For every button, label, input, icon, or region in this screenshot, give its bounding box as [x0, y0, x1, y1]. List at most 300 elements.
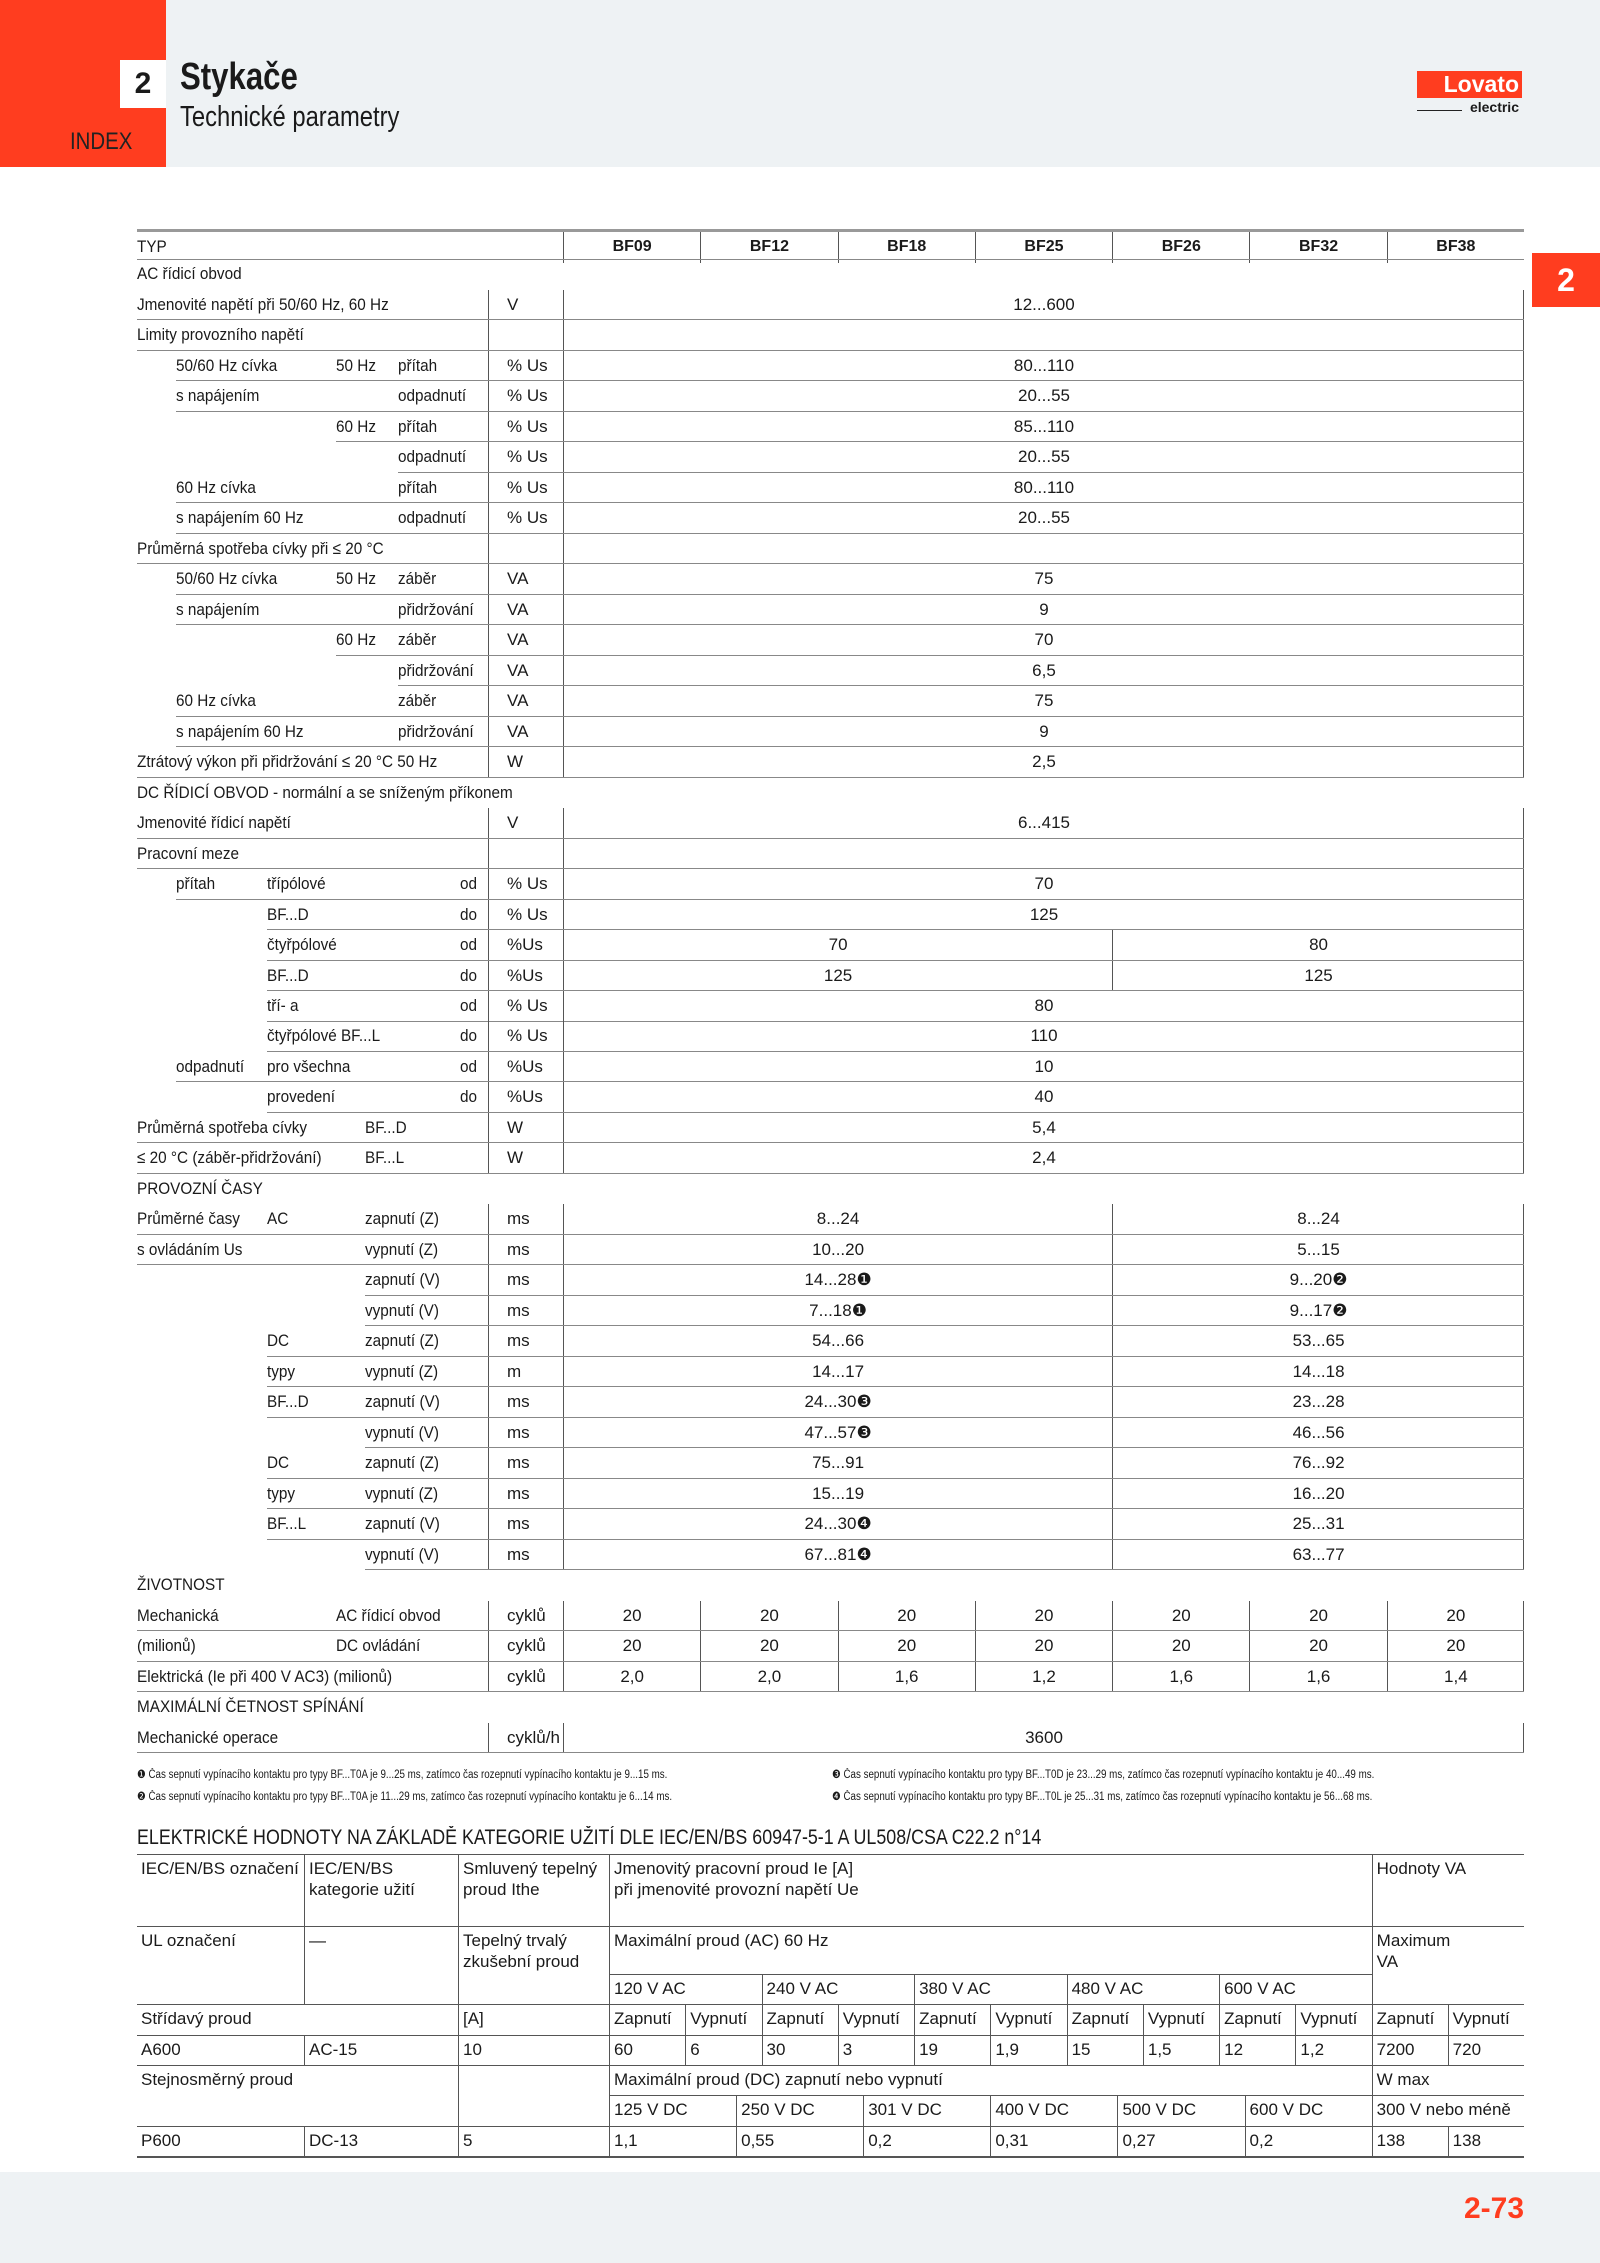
value-cell: 23...28 — [1112, 1387, 1524, 1418]
table-row — [137, 839, 1524, 870]
value-cell: 80...110 — [563, 351, 1524, 382]
header-va: Hodnoty VA — [1372, 1855, 1524, 1927]
table-row — [137, 1235, 1524, 1266]
value-cell: 20 — [1112, 1631, 1249, 1662]
chapter-number: 2 — [120, 60, 166, 108]
make-header: Zapnutí — [1067, 2005, 1143, 2036]
row-sub: BF...D — [267, 965, 309, 985]
unit-cell: cyklů — [507, 1605, 546, 1625]
table-row — [137, 1509, 1524, 1540]
value-cell: 25...31 — [1112, 1509, 1524, 1540]
unit-cell: W — [507, 1117, 524, 1137]
value-cell: 14...18 — [1112, 1357, 1524, 1388]
row-group: odpadnutí — [176, 1056, 245, 1076]
p600-value: 0,2 — [1245, 2127, 1372, 2157]
row-label: Limity provozního napětí — [137, 325, 304, 345]
unit-cell: ms — [507, 1270, 530, 1290]
row-mode: záběr — [398, 630, 437, 650]
table-row — [137, 961, 1524, 992]
section-row — [137, 778, 1524, 809]
unit-cell: % Us — [507, 996, 548, 1015]
ul-designation: UL označení — [137, 1927, 304, 2005]
value-cell: 9 — [563, 595, 1524, 626]
row-label: Průměrné časy — [137, 1209, 240, 1229]
row-group: s napájením — [176, 386, 260, 406]
header-category: IEC/EN/BS kategorie užití — [304, 1855, 458, 1927]
row-label: AC řídicí obvod — [137, 264, 242, 284]
row-sub: čtyřpólové — [267, 935, 337, 955]
model-header-bf26: BF26 — [1112, 232, 1249, 263]
row-mode2: vypnutí (V) — [365, 1422, 439, 1442]
unit-cell: ms — [507, 1300, 530, 1320]
row-sub: pro všechna — [267, 1056, 351, 1076]
row-freq: 50 Hz — [336, 355, 376, 375]
table-row — [137, 320, 1524, 351]
value-cell: 20 — [1112, 1601, 1249, 1632]
p600-value: 0,27 — [1117, 2127, 1244, 2157]
row-label: Ztrátový výkon při přidržování ≤ 20 °C 50 Hz — [137, 752, 438, 772]
value-cell: 2,4 — [563, 1143, 1524, 1174]
table-row — [137, 930, 1524, 961]
row-range: do — [460, 965, 478, 985]
value-cell: 40 — [563, 1082, 1524, 1113]
row-sub: BF...D — [267, 904, 309, 924]
table-row — [137, 1479, 1524, 1510]
electrical-ratings-title: ELEKTRICKÉ HODNOTY NA ZÁKLADĚ KATEGORIE UŽITÍ DLE IEC/EN/BS 60947-5-1 A UL508/CSA C22.2 n°14 — [137, 1826, 1042, 1849]
a600-category: AC-15 — [304, 2036, 458, 2066]
row-freq: AC řídicí obvod — [336, 1605, 441, 1625]
table-row — [137, 900, 1524, 931]
table-header-row — [137, 229, 1524, 260]
unit-cell: %Us — [507, 965, 543, 985]
row-mode: záběr — [398, 569, 437, 589]
row-mode: záběr — [398, 691, 437, 711]
value-cell: 3600 — [563, 1723, 1524, 1754]
section-row — [137, 1692, 1524, 1723]
ac-unit: [A] — [458, 2005, 609, 2036]
a600-value: 12 — [1219, 2036, 1295, 2066]
unit-cell: VA — [507, 569, 529, 589]
table-row — [137, 1021, 1524, 1052]
w-max: W max — [1372, 2066, 1524, 2096]
unit-cell: W — [507, 1148, 524, 1168]
row-range: od — [460, 1056, 478, 1076]
break-header: Vypnutí — [990, 2005, 1066, 2036]
table-row — [137, 595, 1524, 626]
p600-name: P600 — [137, 2127, 304, 2157]
header-iec: IEC/EN/BS označení — [137, 1855, 304, 1927]
value-cell: 54...66 — [563, 1326, 1112, 1357]
table-row — [137, 1204, 1524, 1235]
unit-cell: VA — [507, 599, 529, 619]
row-mode2: vypnutí (Z) — [365, 1361, 439, 1381]
table-row — [137, 534, 1524, 565]
value-cell — [563, 839, 1524, 870]
value-cell: 9...17❷ — [1112, 1296, 1524, 1327]
row-sub: BF...L — [267, 1514, 307, 1534]
unit-cell: ms — [507, 1422, 530, 1442]
table-row — [137, 686, 1524, 717]
model-header-bf38: BF38 — [1387, 232, 1524, 263]
row-mode2: zapnutí (Z) — [365, 1453, 439, 1473]
dc-w-limit: 300 V nebo méně — [1372, 2096, 1524, 2127]
make-header: Zapnutí — [762, 2005, 838, 2036]
make-header: Zapnutí — [914, 2005, 990, 2036]
value-cell: 8...24 — [563, 1204, 1112, 1235]
table-row — [137, 564, 1524, 595]
p600-value: 0,2 — [863, 2127, 990, 2157]
row-group: s napájením 60 Hz — [176, 721, 304, 741]
row-label: Průměrná spotřeba cívky při ≤ 20 °C — [137, 538, 384, 558]
section-row — [137, 259, 1524, 290]
a600-value: 6 — [685, 2036, 761, 2066]
row-sub: provedení — [267, 1087, 336, 1107]
value-cell: 10...20 — [563, 1235, 1112, 1266]
table-row — [137, 625, 1524, 656]
value-cell: 63...77 — [1112, 1540, 1524, 1571]
table-row — [137, 1052, 1524, 1083]
break-header: Vypnutí — [1143, 2005, 1219, 2036]
row-sub: AC — [267, 1209, 289, 1229]
value-cell: 80 — [1112, 930, 1524, 961]
unit-cell: % Us — [507, 386, 548, 406]
unit-cell: ms — [507, 1331, 530, 1351]
row-range: od — [460, 874, 478, 894]
unit-cell: VA — [507, 721, 529, 741]
value-cell: 76...92 — [1112, 1448, 1524, 1479]
row-label: s ovládáním Us — [137, 1239, 243, 1259]
row-mode: přítah — [398, 477, 438, 497]
row-sub: DC — [267, 1453, 290, 1473]
value-cell: 1,2 — [975, 1662, 1112, 1693]
ul-ithe: Tepelný trvalý zkušební proud — [458, 1927, 609, 2005]
value-cell: 7...18❶ — [563, 1296, 1112, 1327]
value-cell: 85...110 — [563, 412, 1524, 443]
p600-value: 138 — [1372, 2127, 1448, 2157]
value-cell: 20 — [975, 1601, 1112, 1632]
table-row — [137, 747, 1524, 778]
value-cell: 125 — [563, 961, 1112, 992]
row-freq: 50 Hz — [336, 569, 376, 589]
row-mode2: zapnutí (Z) — [365, 1331, 439, 1351]
table-row — [137, 1631, 1524, 1662]
value-cell: 12...600 — [563, 290, 1524, 321]
a600-value: 30 — [762, 2036, 838, 2066]
value-cell: 20...55 — [563, 503, 1524, 534]
a600-value: 720 — [1448, 2036, 1524, 2066]
value-cell: 80...110 — [563, 473, 1524, 504]
break-header: Vypnutí — [838, 2005, 914, 2036]
row-mode: přidržování — [398, 599, 474, 619]
row-range: do — [460, 904, 478, 924]
value-cell: 20...55 — [563, 442, 1524, 473]
row-group: s napájením 60 Hz — [176, 508, 304, 528]
index-link[interactable]: INDEX — [70, 128, 133, 155]
unit-cell: V — [507, 813, 519, 833]
row-mode2: zapnutí (V) — [365, 1514, 440, 1534]
value-cell: 20 — [975, 1631, 1112, 1662]
value-cell: 80 — [563, 991, 1524, 1022]
value-cell: 20 — [1249, 1631, 1386, 1662]
table-row — [137, 1601, 1524, 1632]
row-group: s napájením — [176, 599, 260, 619]
section-row — [137, 1570, 1524, 1601]
make-header: Zapnutí — [609, 2005, 685, 2036]
row-group: 50/60 Hz cívka — [176, 355, 278, 375]
dc-label: Stejnosměrný proud — [137, 2066, 458, 2127]
row-sub: typy — [267, 1483, 296, 1503]
unit-cell: % Us — [507, 904, 548, 924]
value-cell: 14...17 — [563, 1357, 1112, 1388]
row-label: PROVOZNÍ ČASY — [137, 1178, 263, 1198]
a600-value: 60 — [609, 2036, 685, 2066]
row-mode: přidržování — [398, 660, 474, 680]
value-cell: 20...55 — [563, 381, 1524, 412]
unit-cell: %Us — [507, 1056, 543, 1076]
make-header: Zapnutí — [1219, 2005, 1295, 2036]
row-freq: 60 Hz — [336, 630, 376, 650]
row-mode2: vypnutí (V) — [365, 1300, 439, 1320]
row-sub: DC — [267, 1331, 290, 1351]
table-row — [137, 1387, 1524, 1418]
a600-name: A600 — [137, 2036, 304, 2066]
table-row — [137, 991, 1524, 1022]
row-mode2: vypnutí (Z) — [365, 1239, 439, 1259]
value-cell: 24...30❸ — [563, 1387, 1112, 1418]
p600-ithe: 5 — [458, 2127, 609, 2157]
row-group: 60 Hz cívka — [176, 691, 256, 711]
header-ithe: Smluvený tepelný proud Ithe — [458, 1855, 609, 1927]
row-sub: třípólové — [267, 874, 326, 894]
table-row — [137, 442, 1524, 473]
page-title: Stykače — [180, 56, 298, 98]
table-row — [137, 1357, 1524, 1388]
typ-label: TYP — [137, 237, 167, 256]
footer-band — [0, 2172, 1600, 2263]
a600-value: 1,5 — [1143, 2036, 1219, 2066]
value-cell: 20 — [838, 1631, 975, 1662]
electrical-ratings-table — [137, 1854, 1524, 2158]
value-cell: 1,6 — [1112, 1662, 1249, 1693]
dc-voltage: 400 V DC — [990, 2096, 1117, 2127]
unit-cell: V — [507, 294, 519, 314]
unit-cell: ms — [507, 1453, 530, 1473]
row-range: do — [460, 1087, 478, 1107]
unit-cell: ms — [507, 1483, 530, 1503]
row-label: Mechanická — [137, 1605, 219, 1625]
dc-voltage: 600 V DC — [1245, 2096, 1372, 2127]
ac-max-current: Maximální proud (AC) 60 Hz — [609, 1927, 1372, 1975]
row-range: od — [460, 935, 478, 955]
unit-cell: ms — [507, 1239, 530, 1259]
row-mode: odpadnutí — [398, 508, 467, 528]
footnote-2: ❷ Čas sepnutí vypínacího kontaktu pro typy BF...T0A je 11...29 ms, zatímco čas rozepnutí vypínacího kontaktu je 6...14 ms. — [137, 1791, 673, 1803]
model-header-bf18: BF18 — [838, 232, 975, 263]
row-mode2: vypnutí (Z) — [365, 1483, 439, 1503]
dc-voltage: 125 V DC — [609, 2096, 736, 2127]
value-cell: 53...65 — [1112, 1326, 1524, 1357]
row-label: DC ŘÍDICÍ OBVOD - normální a se sníženým příkonem — [137, 782, 513, 802]
table-row — [137, 1296, 1524, 1327]
row-mode: přítah — [398, 355, 438, 375]
unit-cell: % Us — [507, 874, 548, 894]
row-sub: typy — [267, 1361, 296, 1381]
value-cell: 20 — [700, 1601, 837, 1632]
table-row — [137, 290, 1524, 321]
table-row — [137, 351, 1524, 382]
dc-voltage: 250 V DC — [736, 2096, 863, 2127]
unit-cell: ms — [507, 1544, 530, 1564]
page-number: 2-73 — [1463, 2192, 1524, 2225]
value-cell: 6,5 — [563, 656, 1524, 687]
value-cell: 20 — [1249, 1601, 1386, 1632]
section-row — [137, 1174, 1524, 1205]
break-header: Vypnutí — [685, 2005, 761, 2036]
unit-cell: ms — [507, 1209, 530, 1229]
p600-value: 138 — [1448, 2127, 1524, 2157]
ac-voltage: 480 V AC — [1067, 1975, 1220, 2005]
table-row — [137, 503, 1524, 534]
value-cell: 46...56 — [1112, 1418, 1524, 1449]
value-cell: 70 — [563, 930, 1112, 961]
value-cell: 20 — [1387, 1631, 1524, 1662]
unit-cell: cyklů — [507, 1666, 546, 1686]
table-row — [137, 1448, 1524, 1479]
value-cell: 125 — [563, 900, 1524, 931]
table-row — [137, 1082, 1524, 1113]
header-ie: Jmenovitý pracovní proud Ie [A] při jmenovité provozní napětí Ue — [609, 1855, 1372, 1927]
value-cell: 2,0 — [563, 1662, 700, 1693]
value-cell: 20 — [838, 1601, 975, 1632]
ul-category: — — [304, 1927, 458, 2005]
table-row — [137, 1540, 1524, 1571]
row-range: do — [460, 1026, 478, 1046]
value-cell — [563, 320, 1524, 351]
row-mode2: BF...D — [365, 1117, 407, 1137]
lovato-logo: Lovato — [1417, 71, 1522, 98]
lovato-logo-sub: electric — [1469, 99, 1519, 115]
ac-voltage: 380 V AC — [914, 1975, 1067, 2005]
ac-label: Střídavý proud — [137, 2005, 458, 2036]
chapter-side-tab[interactable]: 2 — [1532, 253, 1600, 307]
a600-value: 1,2 — [1295, 2036, 1371, 2066]
ac-voltage: 120 V AC — [609, 1975, 762, 2005]
dc-ithe-empty — [458, 2066, 609, 2127]
a600-ithe: 10 — [458, 2036, 609, 2066]
ac-voltage: 600 V AC — [1219, 1975, 1372, 2005]
table-row — [137, 1326, 1524, 1357]
value-cell: 9 — [563, 717, 1524, 748]
row-mode2: zapnutí (V) — [365, 1392, 440, 1412]
value-cell — [563, 534, 1524, 565]
row-mode: přidržování — [398, 721, 474, 741]
row-mode2: zapnutí (Z) — [365, 1209, 439, 1229]
value-cell: 125 — [1112, 961, 1524, 992]
unit-cell: cyklů — [507, 1636, 546, 1656]
value-cell: 8...24 — [1112, 1204, 1524, 1235]
value-cell: 10 — [563, 1052, 1524, 1083]
table-row — [137, 869, 1524, 900]
unit-cell: % Us — [507, 447, 548, 467]
model-header-bf32: BF32 — [1249, 232, 1386, 263]
row-mode: přítah — [398, 416, 438, 436]
unit-cell: VA — [507, 630, 529, 650]
value-cell: 1,4 — [1387, 1662, 1524, 1693]
row-sub: tří- a — [267, 996, 299, 1015]
unit-cell: % Us — [507, 508, 548, 528]
value-cell: 1,6 — [838, 1662, 975, 1693]
value-cell: 110 — [563, 1021, 1524, 1052]
row-mode2: vypnutí (V) — [365, 1544, 439, 1564]
value-cell: 75...91 — [563, 1448, 1112, 1479]
p600-category: DC-13 — [304, 2127, 458, 2157]
row-sub: čtyřpólové BF...L — [267, 1026, 381, 1046]
row-label: ≤ 20 °C (záběr-přidržování) — [137, 1148, 322, 1168]
model-header-bf12: BF12 — [700, 232, 837, 263]
model-header-bf25: BF25 — [975, 232, 1112, 263]
row-label: ŽIVOTNOST — [137, 1575, 225, 1595]
value-cell: 24...30❹ — [563, 1509, 1112, 1540]
footnote-4: ❹ Čas sepnutí vypínacího kontaktu pro typy BF...T0L je 25...31 ms, zatímco čas rozepnutí vypínacího kontaktu je 56...68 ms. — [832, 1791, 1373, 1803]
table-row — [137, 1143, 1524, 1174]
value-cell: 20 — [700, 1631, 837, 1662]
unit-cell: %Us — [507, 1087, 543, 1107]
a600-value: 7200 — [1372, 2036, 1448, 2066]
unit-cell: cyklů/h — [507, 1727, 560, 1747]
model-header-bf09: BF09 — [563, 232, 700, 263]
footnote-3: ❸ Čas sepnutí vypínacího kontaktu pro typy BF...T0D je 23...29 ms, zatímco čas rozepnutí vypínacího kontaktu je 40...49 ms. — [832, 1769, 1375, 1781]
unit-cell: % Us — [507, 477, 548, 497]
row-group: 60 Hz cívka — [176, 477, 256, 497]
value-cell: 2,5 — [563, 747, 1524, 778]
value-cell: 47...57❸ — [563, 1418, 1112, 1449]
unit-cell: m — [507, 1361, 522, 1381]
value-cell: 5,4 — [563, 1113, 1524, 1144]
logo-underline — [1417, 110, 1462, 111]
row-label: Pracovní meze — [137, 843, 240, 863]
break-header: Vypnutí — [1295, 2005, 1371, 2036]
table-row — [137, 1113, 1524, 1144]
value-cell: 20 — [1387, 1601, 1524, 1632]
row-mode2: zapnutí (V) — [365, 1270, 440, 1290]
row-label: MAXIMÁLNÍ ČETNOST SPÍNÁNÍ — [137, 1697, 364, 1717]
value-cell: 2,0 — [700, 1662, 837, 1693]
value-cell: 20 — [563, 1601, 700, 1632]
dc-voltage: 500 V DC — [1117, 2096, 1244, 2127]
row-group: přítah — [176, 874, 216, 894]
dc-voltage: 301 V DC — [863, 2096, 990, 2127]
table-row — [137, 1723, 1524, 1754]
row-label: Mechanické operace — [137, 1727, 279, 1747]
table-row — [137, 717, 1524, 748]
row-label: Jmenovité napětí při 50/60 Hz, 60 Hz — [137, 294, 389, 314]
page-subtitle: Technické parametry — [180, 101, 400, 133]
dc-max-current: Maximální proud (DC) zapnutí nebo vypnutí — [609, 2066, 1372, 2096]
table-row — [137, 412, 1524, 443]
make-header: Zapnutí — [1372, 2005, 1448, 2036]
row-label: (milionů) — [137, 1636, 196, 1656]
footnote-1: ❶ Čas sepnutí vypínacího kontaktu pro typy BF...T0A je 9...25 ms, zatímco čas rozepnutí vypínacího kontaktu je 9...15 ms. — [137, 1769, 668, 1781]
p600-value: 1,1 — [609, 2127, 736, 2157]
value-cell: 20 — [563, 1631, 700, 1662]
value-cell: 5...15 — [1112, 1235, 1524, 1266]
value-cell: 6...415 — [563, 808, 1524, 839]
break-header: Vypnutí — [1448, 2005, 1524, 2036]
a600-value: 3 — [838, 2036, 914, 2066]
unit-cell: ms — [507, 1514, 530, 1534]
row-group: 50/60 Hz cívka — [176, 569, 278, 589]
value-cell: 75 — [563, 564, 1524, 595]
